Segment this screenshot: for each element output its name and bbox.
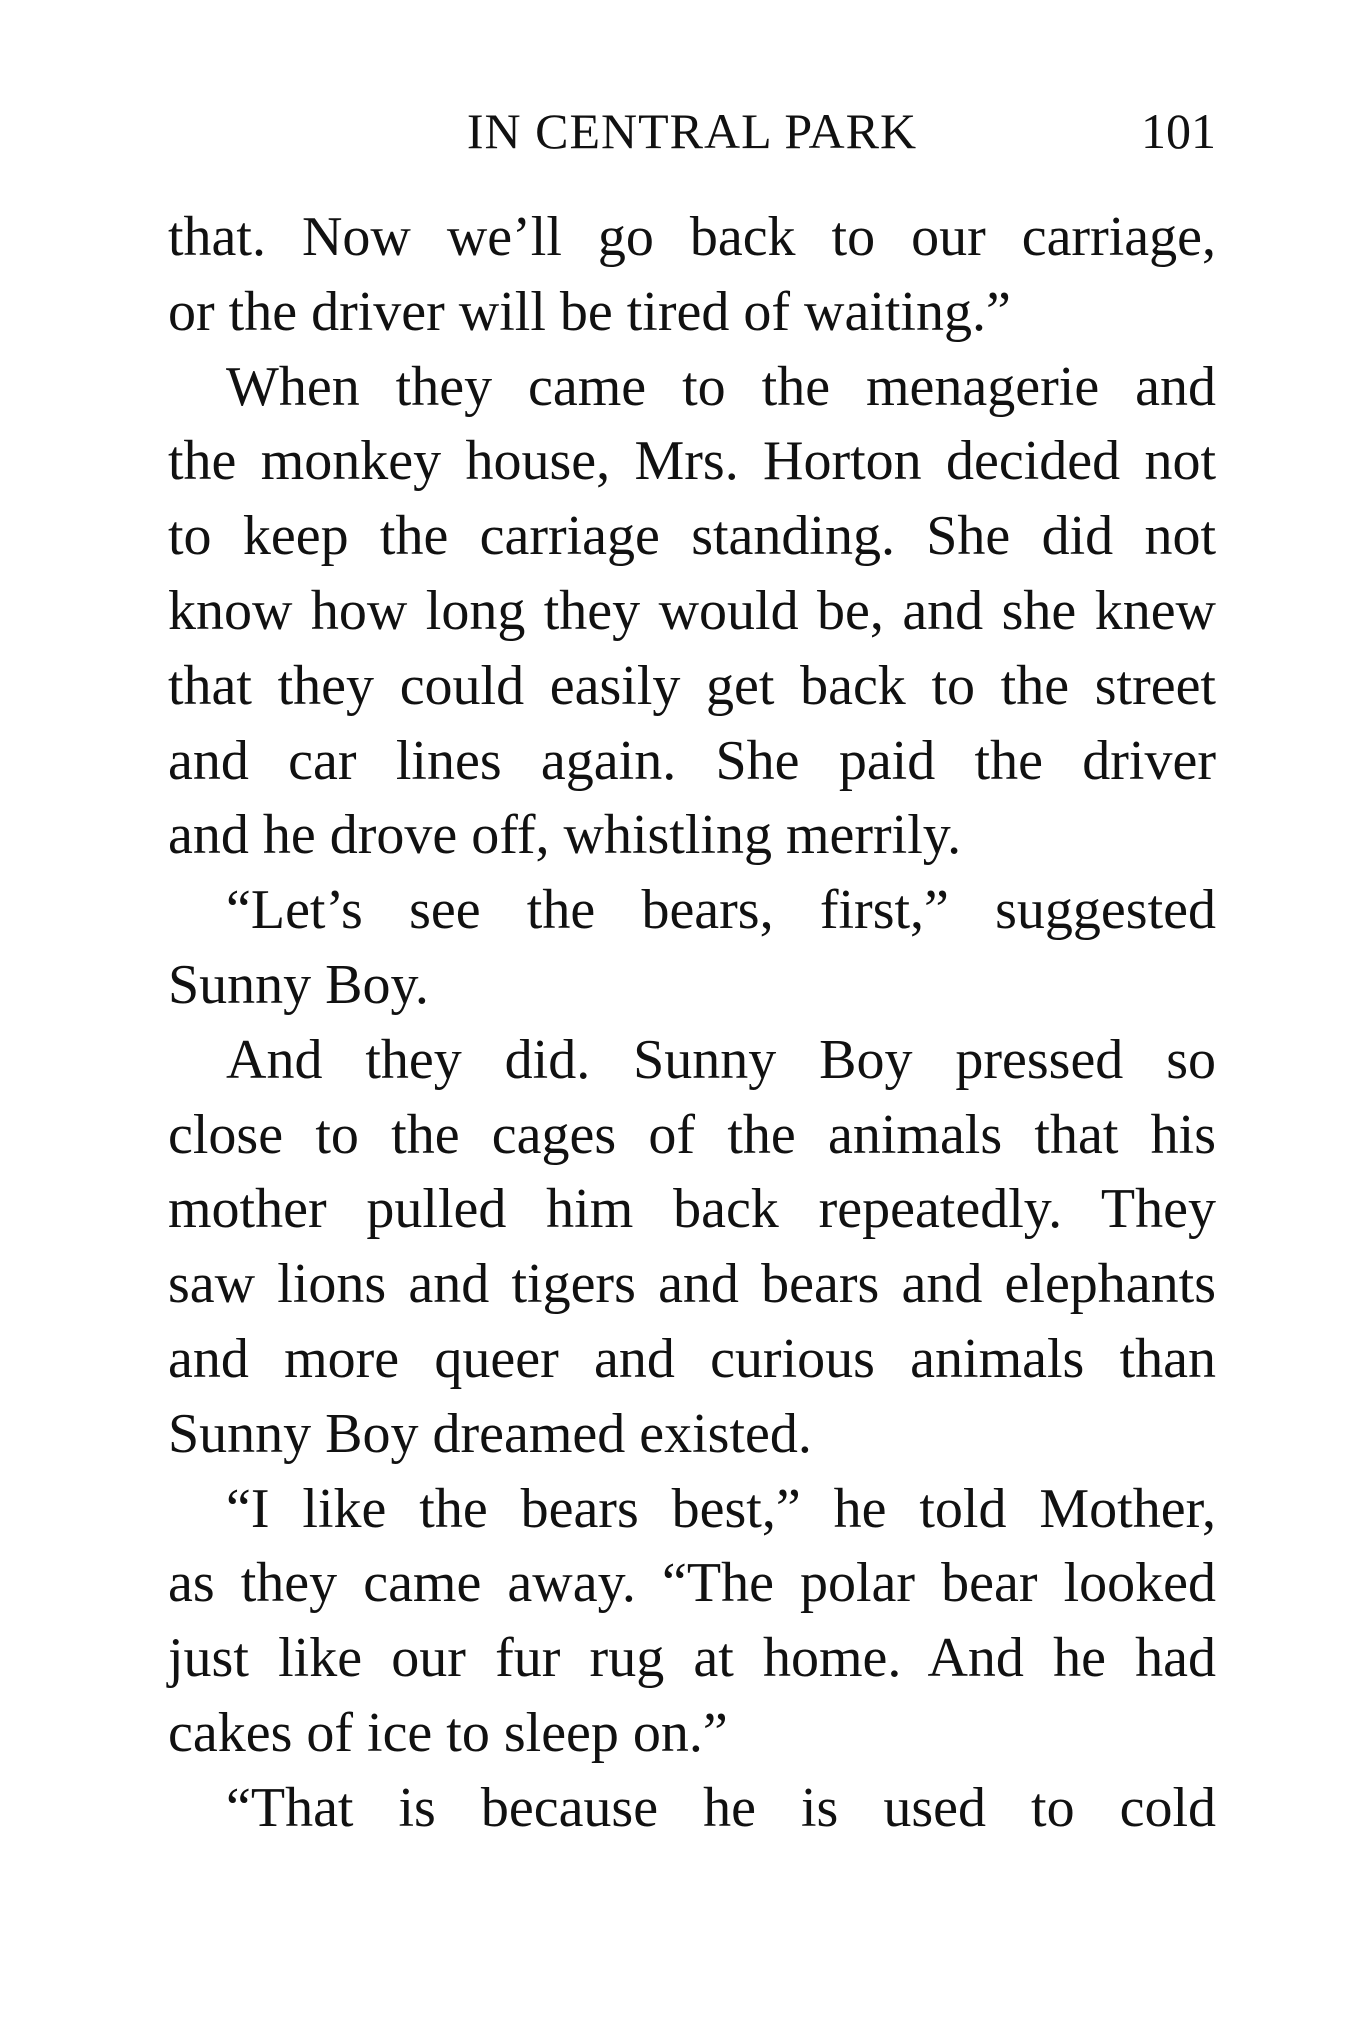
text-line: know how long they would be, and she knew bbox=[168, 579, 1216, 642]
text-line: mother pulled him back repeatedly. They bbox=[168, 1178, 1216, 1241]
text-line: as they came away. “The polar bear looked bbox=[168, 1552, 1216, 1615]
text-line: When they came to the menagerie and bbox=[226, 355, 1216, 418]
text-line: close to the cages of the animals that his bbox=[168, 1103, 1216, 1166]
text-line: that. Now we’ll go back to our carriage, bbox=[168, 206, 1216, 268]
running-title: IN CENTRAL PARK bbox=[466, 103, 918, 159]
text-line: that they could easily get back to the street bbox=[168, 654, 1216, 717]
body-text bbox=[168, 200, 1216, 1846]
text-line: “That is because he is used to cold bbox=[226, 1776, 1216, 1839]
text-line: “I like the bears best,” he told Mother, bbox=[226, 1477, 1216, 1540]
text-line: just like our fur rug at home. And he had bbox=[168, 1627, 1216, 1690]
text-line: to keep the carriage standing. She did not bbox=[168, 505, 1216, 568]
text-line: And they did. Sunny Boy pressed so bbox=[226, 1028, 1216, 1091]
page-number: 101 bbox=[1141, 103, 1216, 159]
text-line: “Let’s see the bears, first,” suggested bbox=[226, 879, 1216, 942]
text-line: the monkey house, Mrs. Horton decided not bbox=[168, 430, 1216, 493]
text-line: and he drove off, whistling merrily. bbox=[168, 804, 962, 867]
text-line: Sunny Boy dreamed existed. bbox=[168, 1402, 812, 1465]
text-line: and car lines again. She paid the driver bbox=[168, 729, 1216, 792]
text-line: saw lions and tigers and bears and elephants bbox=[168, 1253, 1216, 1316]
text-line: cakes of ice to sleep on.” bbox=[168, 1701, 728, 1764]
text-line: or the driver will be tired of waiting.” bbox=[168, 280, 1011, 343]
running-head bbox=[168, 96, 1216, 166]
text-line: Sunny Boy. bbox=[168, 953, 429, 1016]
text-line: and more queer and curious animals than bbox=[168, 1327, 1216, 1390]
